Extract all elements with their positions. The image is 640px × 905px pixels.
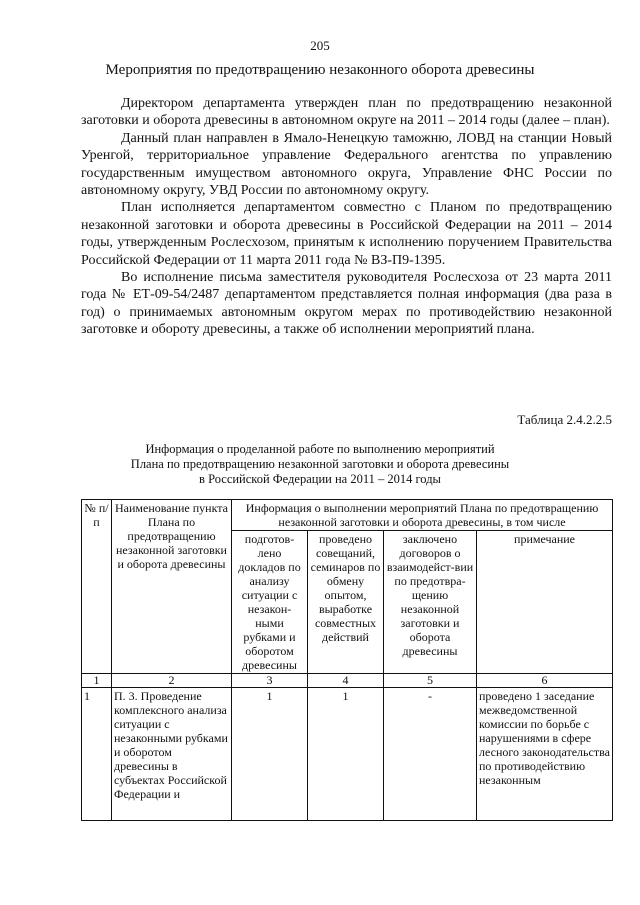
info-table	[81, 499, 613, 821]
header-sub-reports: подготов-лено докладов по анализу ситуации с незакон-ными рубками и оборотом древесины	[232, 531, 308, 674]
table-caption: Таблица 2.4.2.2.5	[517, 412, 612, 427]
column-number: 4	[308, 674, 384, 688]
table-row	[82, 688, 613, 821]
column-number: 3	[232, 674, 308, 688]
row-item: П. 3. Проведение комплексного анализа ситуации с незаконными рубками и оборотом древесины в субъектах Российской Федерации и	[112, 688, 232, 821]
paragraph: План исполняется департаментом совместно с Планом по предотвращению незаконной заготовки и оборота древесины в Российской Федерации на 2011 – 2014 годы, утвержденным Рослесхозом, принятым к исполнению поручением Правительства Российской Федерации от 11 марта 2011 года № ВЗ-П9-1395.	[81, 200, 612, 268]
header-col-group: Информация о выполнении мероприятий Плана по предотвращению незаконной заготовки и оборота древесины, в том числе	[232, 500, 613, 531]
row-note: проведено 1 заседание межведомственной комиссии по борьбе с нарушениями в сфере лесного законодательства по противодействию незаконным	[477, 688, 613, 821]
row-reports: 1	[232, 688, 308, 821]
paragraph: Директором департамента утвержден план по предотвращению незаконной заготовки и оборота древесины в автономном округе на 2011 – 2014 годы (далее – план).	[81, 96, 612, 129]
column-number: 5	[384, 674, 477, 688]
column-number: 2	[112, 674, 232, 688]
table-header-row	[82, 500, 613, 531]
table-title-line: Информация о проделанной работе по выполнению мероприятий	[145, 442, 495, 456]
header-sub-note: примечание	[477, 531, 613, 674]
table-title-line: в Российской Федерации на 2011 – 2014 годы	[199, 472, 441, 486]
header-col-item: Наименование пункта Плана по предотвращению незаконной заготовки и оборота древесины	[112, 500, 232, 674]
table-title	[0, 442, 640, 487]
row-num: 1	[82, 688, 112, 821]
column-number: 1	[82, 674, 112, 688]
section-heading: Мероприятия по предотвращению незаконного оборота древесины	[105, 62, 535, 78]
page-number: 205	[310, 38, 330, 53]
column-numbers-row	[82, 674, 613, 688]
table-title-line: Плана по предотвращению незаконной заготовки и оборота древесины	[130, 457, 510, 471]
paragraph: Во исполнение письма заместителя руководителя Рослесхоза от 23 марта 2011 года № ЕТ-09-54/2487 департаментом представляется полная информация (два раза в год) о принимаемых автономным округом мерах по противодействию незаконной заготовке и обороту древесины, а также об исполнении мероприятий плана.	[81, 270, 612, 338]
body-text	[81, 95, 612, 339]
header-sub-agreements: заключено договоров о взаимодейст-вии по предотвра-щению незаконной заготовки и оборота древесины	[384, 531, 477, 674]
column-number: 6	[477, 674, 613, 688]
header-sub-meetings: проведено совещаний, семинаров по обмену опытом, выработке совместных действий	[308, 531, 384, 674]
header-col-num: № п/п	[82, 500, 112, 674]
paragraph: Данный план направлен в Ямало-Ненецкую таможню, ЛОВД на станции Новый Уренгой, территориальное управление Федерального агентства по управлению государственным имуществом автономного округа, Управление ФНС России по автономному округу, УВД России по автономному округу.	[81, 130, 612, 199]
row-agreements: -	[384, 688, 477, 821]
row-meetings: 1	[308, 688, 384, 821]
